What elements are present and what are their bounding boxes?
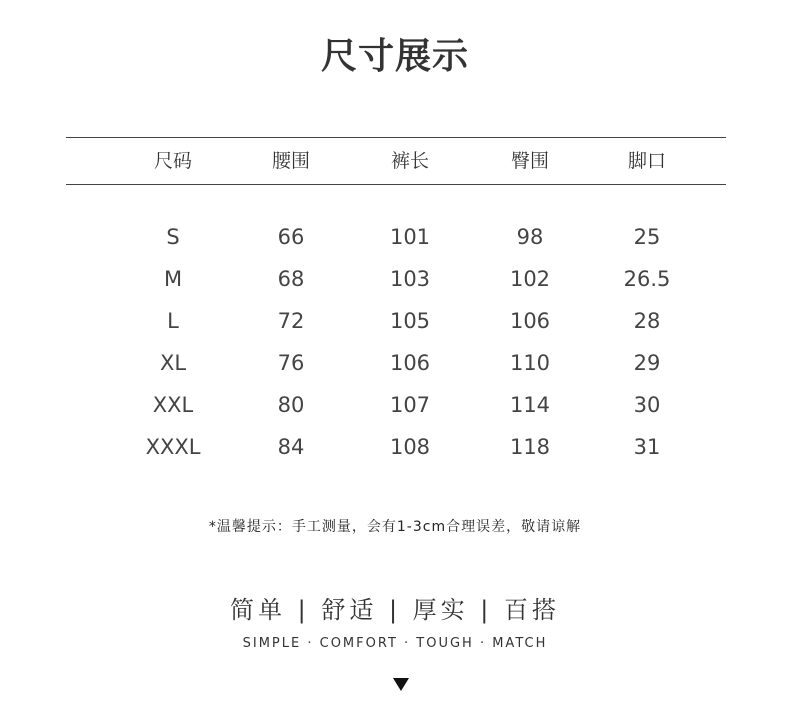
table-row — [0, 222, 790, 252]
length-cell: 103 — [389, 267, 431, 291]
length-cell: 108 — [389, 435, 431, 459]
table-row — [0, 390, 790, 420]
slogan-english: SIMPLE · COMFORT · TOUGH · MATCH — [242, 636, 548, 651]
hip-cell: 118 — [509, 435, 551, 459]
waist-cell: 76 — [277, 351, 305, 375]
size-cell: S — [166, 225, 180, 249]
size-cell: XL — [159, 351, 187, 375]
hip-cell: 110 — [509, 351, 551, 375]
size-cell: M — [163, 267, 183, 291]
header-hem: 脚口 — [627, 150, 666, 172]
hem-cell: 31 — [633, 435, 661, 459]
hem-cell: 26.5 — [623, 267, 671, 291]
hip-cell: 106 — [509, 309, 551, 333]
hip-cell: 114 — [509, 393, 551, 417]
size-cell: XXXL — [145, 435, 201, 459]
size-cell: L — [167, 309, 179, 333]
waist-cell: 80 — [277, 393, 305, 417]
waist-cell: 84 — [277, 435, 305, 459]
waist-cell: 66 — [277, 225, 305, 249]
hip-cell: 102 — [509, 267, 551, 291]
header-hip: 臀围 — [510, 150, 549, 172]
table-row — [0, 348, 790, 378]
slogan-chinese: 简单 | 舒适 | 厚实 | 百搭 — [229, 596, 561, 624]
hem-cell: 25 — [633, 225, 661, 249]
waist-cell: 72 — [277, 309, 305, 333]
table-row — [0, 306, 790, 336]
header-length: 裤长 — [390, 150, 429, 172]
hem-cell: 28 — [633, 309, 661, 333]
header-size: 尺码 — [153, 150, 192, 172]
page-title: 尺寸展示 — [320, 36, 469, 77]
hip-cell: 98 — [516, 225, 544, 249]
header-waist: 腰围 — [271, 150, 310, 172]
length-cell: 105 — [389, 309, 431, 333]
measurement-note: *温馨提示：手工测量，会有1-3cm合理误差，敬请谅解 — [208, 519, 582, 535]
waist-cell: 68 — [277, 267, 305, 291]
size-cell: XXL — [152, 393, 194, 417]
length-cell: 107 — [389, 393, 431, 417]
length-cell: 101 — [389, 225, 431, 249]
down-triangle-icon — [393, 678, 409, 691]
table-top-rule — [66, 137, 726, 138]
hem-cell: 30 — [633, 393, 661, 417]
length-cell: 106 — [389, 351, 431, 375]
size-table-header — [0, 146, 790, 176]
table-header-rule — [66, 184, 726, 185]
table-row — [0, 432, 790, 462]
table-row — [0, 264, 790, 294]
hem-cell: 29 — [633, 351, 661, 375]
